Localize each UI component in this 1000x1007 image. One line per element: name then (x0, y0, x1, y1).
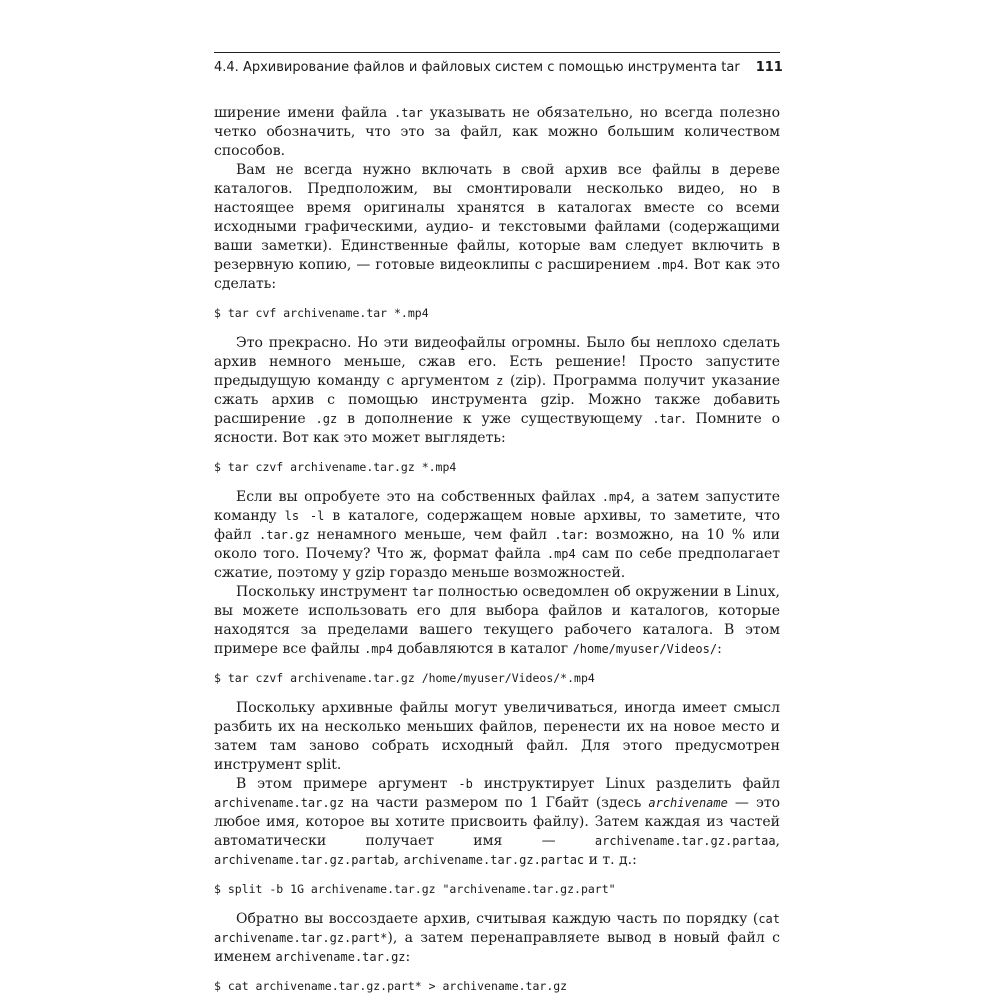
chapter-title: 4.4. Архивирование файлов и файловых систем с помощью инструмента tar (214, 60, 740, 75)
paragraph-1: ширение имени файла .tar указывать не обязательно, но всегда полезно четко обозначить, что это за файл, как можно большим количеством способов. (214, 105, 781, 159)
paragraph-4: Если вы опробуете это на собственных файлах .mp4, а затем запустите команду ls -l в каталоге, содержащем новые архивы, то заметите, что файл .tar.gz ненамного меньше, чем файл .tar: возможно, на 10 % или около того. Почему? Что ж, формат файла .mp4 сам по себе предполагает сжатие, поэтому у gzip гораздо меньше возможностей. (214, 489, 781, 581)
code-command-5: $ cat archivename.tar.gz.part* > archivename.tar.gz (214, 979, 568, 993)
inline-code: .mp4 (364, 642, 393, 656)
paragraph-5: Поскольку инструмент tar полностью осведомлен об окружении в Linux, вы можете использовать его для выбора файлов и каталогов, которые находятся за пределами вашего текущего рабочего каталога. В этом примере все файлы .mp4 добавляются в каталог /home/myuser/Videos/: (214, 584, 781, 657)
inline-code: .tar.gz (259, 528, 310, 542)
inline-code: cat archivename.tar.gz.part* (214, 912, 780, 945)
paragraph-6: Поскольку архивные файлы могут увеличиваться, иногда имеет смысл разбить их на несколько меньших файлов, перенести их на новое место и затем там заново собрать исходный файл. Для этого предусмотрен инструмент split. (214, 700, 780, 773)
inline-code: -b (458, 777, 473, 791)
paragraph-8: Обратно вы воссоздаете архив, считывая каждую часть по порядку (cat archivename.tar.gz.part*), а затем перенаправляете вывод в новый файл с именем archivename.tar.gz: (214, 911, 780, 965)
book-page (214, 0, 783, 1000)
code-command-1: $ tar cvf archivename.tar *.mp4 (214, 306, 429, 320)
inline-code: archivename.tar.gz.partac (403, 853, 585, 867)
inline-code: .tar (554, 528, 584, 542)
inline-code: archivename.tar.gz (214, 796, 345, 810)
inline-code: .mp4 (546, 547, 576, 561)
inline-code: .mp4 (601, 490, 631, 504)
inline-code: tar (411, 585, 434, 599)
code-command-2: $ tar czvf archivename.tar.gz *.mp4 (214, 460, 457, 474)
inline-code: .mp4 (655, 258, 685, 272)
inline-code: z (496, 374, 504, 388)
inline-code: archivename.tar.gz.partab (214, 853, 395, 867)
inline-code: archivename.tar.gz (275, 950, 406, 964)
running-head (214, 60, 783, 75)
code-command-3: $ tar czvf archivename.tar.gz /home/myuser/Videos/*.mp4 (214, 671, 595, 685)
header-rule (214, 52, 780, 53)
inline-code: .gz (315, 412, 338, 426)
page-body (214, 104, 780, 1007)
inline-code: .tar (394, 106, 423, 120)
paragraph-3: Это прекрасно. Но эти видеофайлы огромны. Было бы неплохо сделать архив немного меньше, сжав его. Есть решение! Просто запустите предыдущую команду с аргументом z (zip). Программа получит указание сжать архив с помощью инструмента gzip. Можно также добавить расширение .gz в дополнение к уже существующему .tar. Помните о ясности. Вот как это может выглядеть: (214, 335, 781, 446)
page-number: 111 (755, 60, 783, 75)
inline-code: .tar (652, 412, 682, 426)
paragraph-7: В этом примере аргумент -b инструктирует Linux разделить файл archivename.tar.gz на части размером по 1 Гбайт (здесь archivename — это любое имя, которое вы хотите присвоить файлу). Затем каждая из частей автоматически получает имя — archivename.tar.gz.partaa, archivename.tar.gz.partab, archivename.tar.gz.partac и т. д.: (214, 776, 781, 868)
code-command-4: $ split -b 1G archivename.tar.gz "archivename.tar.gz.part" (214, 882, 616, 896)
inline-code: archivename.tar.gz.partaa (594, 834, 776, 848)
inline-code-italic: archivename (648, 796, 728, 810)
paragraph-2: Вам не всегда нужно включать в свой архив все файлы в дереве каталогов. Предположим, вы смонтировали несколько видео, но в настоящее время оригиналы хранятся в каталогах вместе со всеми исходными графическими, аудио- и текстовыми файлами (содержащими ваши заметки). Единственные файлы, которые вам следует включить в резервную копию, — готовые видеоклипы с расширением .mp4. Вот как это сделать: (214, 162, 781, 292)
inline-code: /home/myuser/Videos/ (572, 642, 718, 656)
inline-code: ls -l (284, 509, 325, 523)
